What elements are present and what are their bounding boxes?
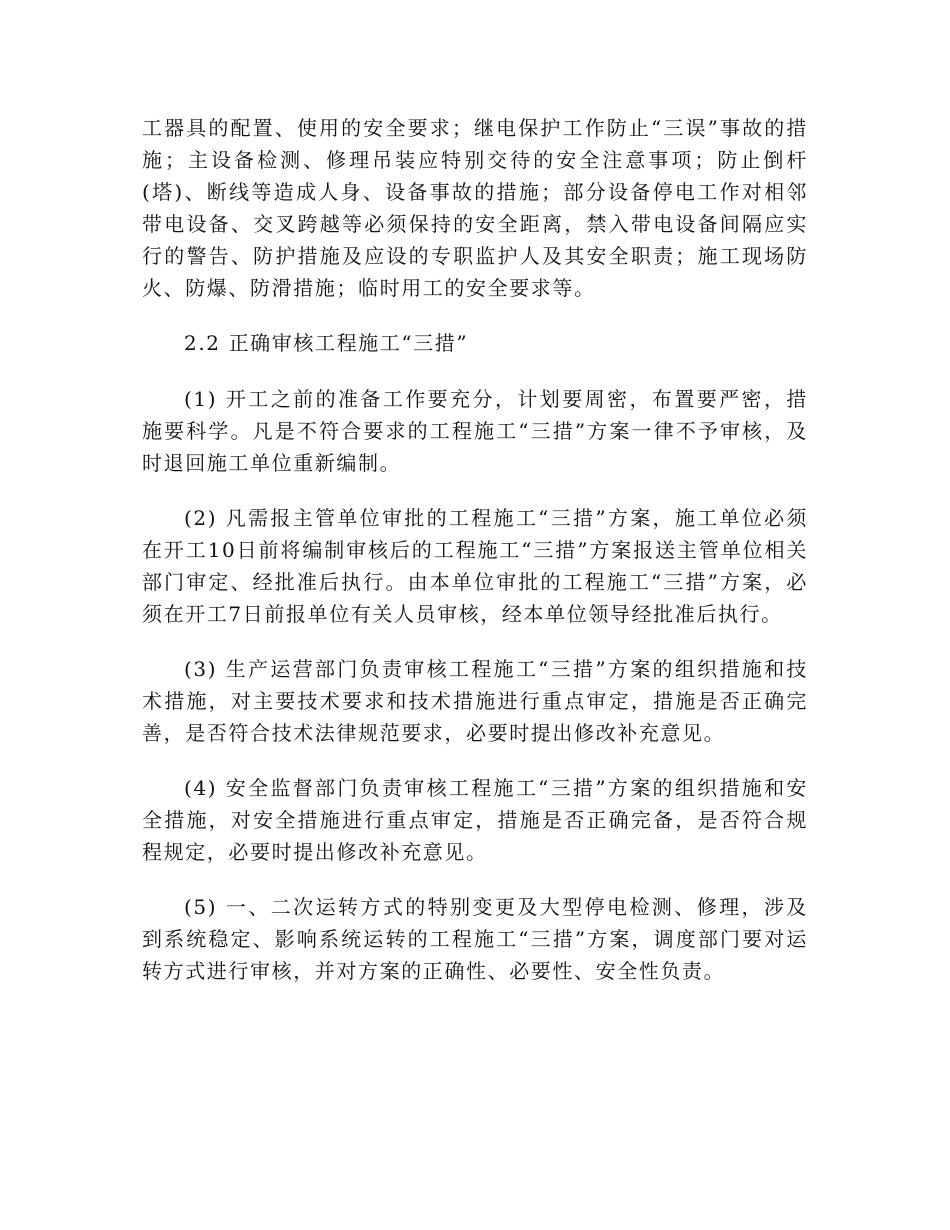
document-page — [142, 112, 808, 1010]
paragraph-intro-continued: 工器具的配置、使用的安全要求；继电保护工作防止“三误”事故的措施；主设备检测、修理吊装应特别交待的安全注意事项；防止倒杆(塔)、断线等造成人身、设备事故的措施；部分设备停电工作对相邻带电设备、交叉跨越等必须保持的安全距离，禁入带电设备间隔应实行的警告、防护措施及应设的专职监护人及其安全职责；施工现场防火、防爆、防滑措施；临时用工的安全要求等。 — [142, 116, 808, 300]
paragraph-item-2: (2) 凡需报主管单位审批的工程施工“三措”方案，施工单位必须在开工10日前将编制审核后的工程施工“三措”方案报送主管单位相关部门审定、经批准后执行。由本单位审批的工程施工“三措”方案，必须在开工7日前报单位有关人员审核，经本单位领导经批准后执行。 — [142, 506, 808, 626]
paragraph-item-5: (5) 一、二次运转方式的特别变更及大型停电检测、修理，涉及到系统稳定、影响系统运转的工程施工“三措”方案，调度部门要对运转方式进行审核，并对方案的正确性、必要性、安全性负责。 — [142, 895, 808, 983]
paragraph-item-4: (4) 安全监督部门负责审核工程施工“三措”方案的组织措施和安全措施，对安全措施进行重点审定，措施是否正确完备，是否符合规程规定，必要时提出修改补充意见。 — [142, 776, 808, 864]
paragraph-item-1: (1) 开工之前的准备工作要充分，计划要周密，布置要严密，措施要科学。凡是不符合要求的工程施工“三措”方案一律不予审核，及时退回施工单位重新编制。 — [142, 387, 808, 475]
paragraph-item-3: (3) 生产运营部门负责审核工程施工“三措”方案的组织措施和技术措施，对主要技术要求和技术措施进行重点审定，措施是否正确完善，是否符合技术法律规范要求，必要时提出修改补充意见。 — [142, 657, 808, 745]
section-heading-2-2: 2.2 正确审核工程施工“三措” — [184, 331, 469, 355]
